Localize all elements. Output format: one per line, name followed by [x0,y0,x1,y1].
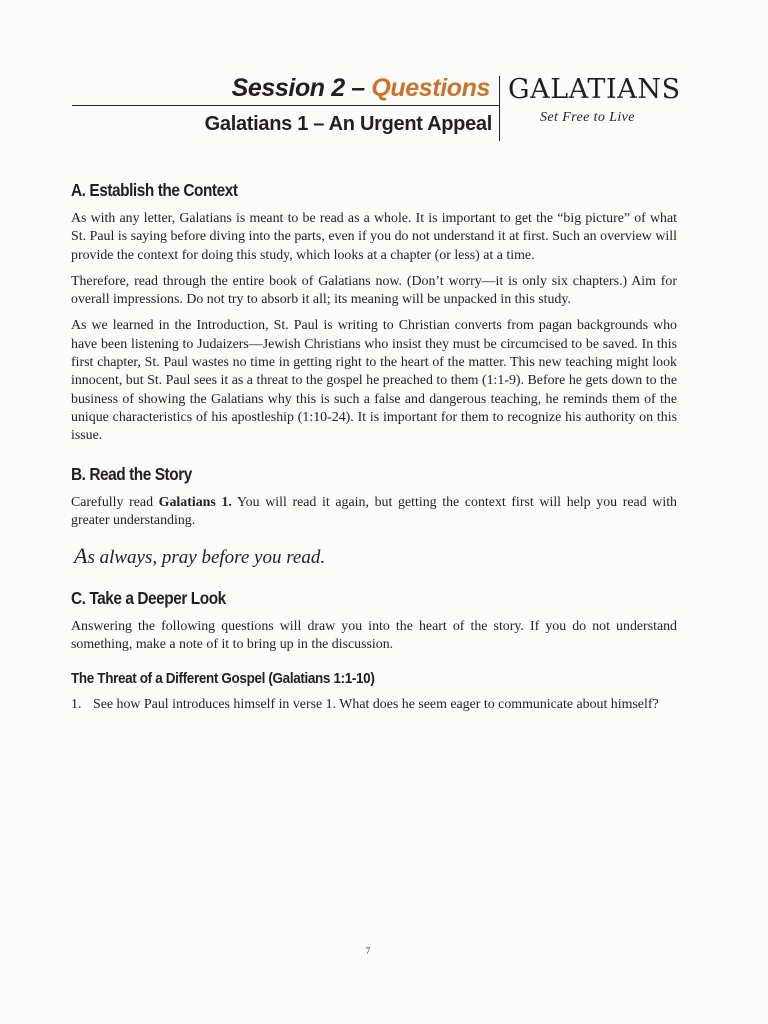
pray-initial: A [74,543,88,569]
header-rule [72,105,500,106]
session-label: Session 2 – [231,74,372,102]
section-heading: C. Take a Deeper Look [71,588,226,609]
text-run: Carefully read [71,494,159,510]
session-accent: Questions [371,74,490,102]
page-number: 7 [365,946,371,956]
text-run: You will read it again, but getting the context first will help you read with greater understanding. [71,494,678,528]
question-text: See how Paul introduces himself in verse 1. What does he seem eager to communicate about himself? [93,696,659,712]
book-brand: GALATIANS [508,74,681,105]
paragraph: Therefore, read through the entire book of Galatians now. (Don’t worry—it is only six chapters.) Aim for overall impressions. Do not try to absorb it all; its meaning will be unpacked in this study. [71,273,677,308]
section-deeper-look [71,588,677,714]
pray-reminder [74,544,677,570]
section-heading: B. Read the Story [71,463,192,484]
paragraph: As we learned in the Introduction, St. Paul is writing to Christian converts from pagan backgrounds who have been listening to Judaizers—Jewish Christians who insist they must be circumcised to be saved. In this first chapter, St. Paul wastes no time in getting right to the heart of the matter. This new teaching might look innocent, but St. Paul sees it as a threat to the gospel he preached to them (1:1-9). Before he gets down to the business of showing the Galatians why this is such a false and dangerous teaching, he reminds them of the unique characteristics of his apostleship (1:10-24). It is important for them to recognize his authority on this issue. [71,318,677,444]
page-content [71,180,677,714]
paragraph: As with any letter, Galatians is meant to be read as a whole. It is important to get the “big picture” of what St. Paul is saying before diving into the parts, even if you do not understand it at first. Such an overview will provide the context for doing this study, which looks at a chapter (or less) at a time. [71,211,677,263]
book-tagline: Set Free to Live [540,110,635,125]
question-item [71,696,677,714]
section-read-story [71,464,677,571]
paragraph: Answering the following questions will draw you into the heart of the story. If you do not understand something, make a note of it to bring up in the discussion. [71,619,677,653]
pray-text: s always, pray before you read. [87,547,326,569]
subsection-heading: The Threat of a Different Gospel (Galatians 1:1-10) [71,669,375,687]
chapter-title: Galatians 1 – An Urgent Appeal [204,113,492,135]
session-title [232,74,490,103]
scripture-reference: Galatians 1. [158,494,232,510]
question-number: 1. [71,696,82,712]
header-divider [499,76,500,141]
paragraph [71,494,677,531]
section-heading: A. Establish the Context [71,180,238,200]
section-establish-context [71,180,677,446]
